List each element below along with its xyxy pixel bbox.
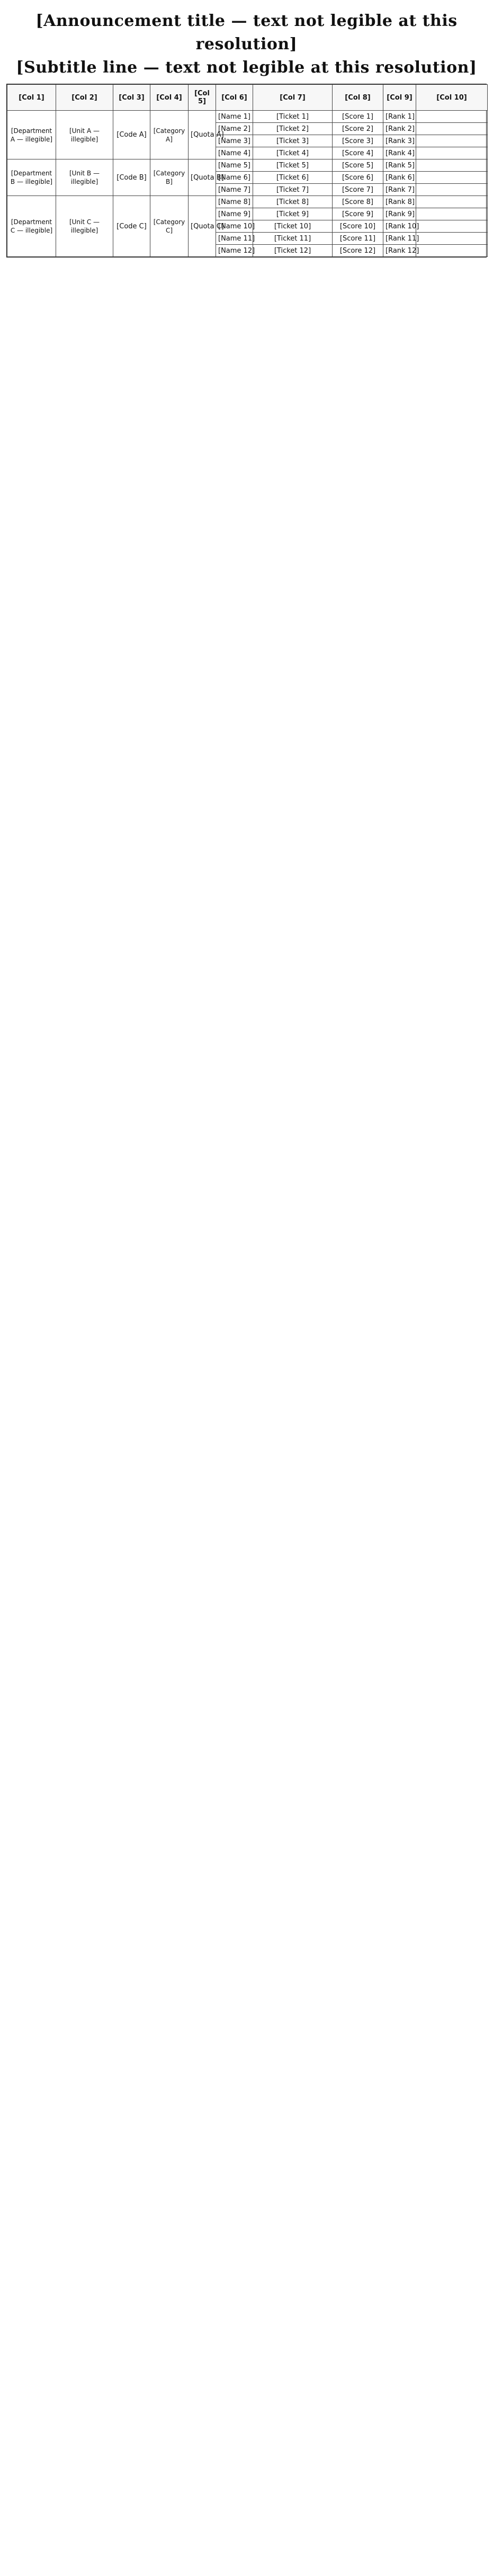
header-cell: [Col 8]: [333, 85, 383, 111]
header-cell: [Col 5]: [189, 85, 216, 111]
name-cell: [Name 2]: [216, 123, 253, 135]
category-cell: [Category A]: [150, 111, 189, 159]
ticket-cell: [Ticket 4]: [253, 147, 333, 159]
note-cell: [416, 196, 488, 208]
ticket-cell: [Ticket 12]: [253, 245, 333, 257]
quota-cell: [Quota A]: [189, 111, 216, 159]
note-cell: [416, 159, 488, 172]
score-cell: [Score 4]: [333, 147, 383, 159]
header-cell: [Col 3]: [113, 85, 150, 111]
name-cell: [Name 10]: [216, 220, 253, 233]
category-cell: [Category C]: [150, 196, 189, 257]
quota-cell: [Quota B]: [189, 159, 216, 196]
note-cell: [416, 233, 488, 245]
score-cell: [Score 3]: [333, 135, 383, 147]
unit-cell: [Unit A — illegible]: [56, 111, 113, 159]
ticket-cell: [Ticket 8]: [253, 196, 333, 208]
ticket-cell: [Ticket 11]: [253, 233, 333, 245]
header-cell: [Col 6]: [216, 85, 253, 111]
table-row: [7, 196, 488, 208]
name-cell: [Name 5]: [216, 159, 253, 172]
results-table-wrapper: [6, 84, 487, 257]
header-cell: [Col 4]: [150, 85, 189, 111]
rank-cell: [Rank 8]: [383, 196, 416, 208]
header-cell: [Col 9]: [383, 85, 416, 111]
ticket-cell: [Ticket 9]: [253, 208, 333, 220]
note-cell: [416, 208, 488, 220]
rank-cell: [Rank 9]: [383, 208, 416, 220]
category-cell: [Category B]: [150, 159, 189, 196]
name-cell: [Name 11]: [216, 233, 253, 245]
rank-cell: [Rank 3]: [383, 135, 416, 147]
score-cell: [Score 9]: [333, 208, 383, 220]
rank-cell: [Rank 4]: [383, 147, 416, 159]
ticket-cell: [Ticket 2]: [253, 123, 333, 135]
note-cell: [416, 245, 488, 257]
name-cell: [Name 8]: [216, 196, 253, 208]
score-cell: [Score 10]: [333, 220, 383, 233]
header-cell: [Col 2]: [56, 85, 113, 111]
ticket-cell: [Ticket 6]: [253, 172, 333, 184]
quota-cell: [Quota C]: [189, 196, 216, 257]
title-line-1: [Announcement title — text not legible at this resolution]: [35, 12, 458, 54]
rank-cell: [Rank 6]: [383, 172, 416, 184]
ticket-cell: [Ticket 7]: [253, 184, 333, 196]
ticket-cell: [Ticket 5]: [253, 159, 333, 172]
code-cell: [Code B]: [113, 159, 150, 196]
name-cell: [Name 7]: [216, 184, 253, 196]
dept-cell: [Department C — illegible]: [7, 196, 56, 257]
rank-cell: [Rank 12]: [383, 245, 416, 257]
name-cell: [Name 9]: [216, 208, 253, 220]
dept-cell: [Department A — illegible]: [7, 111, 56, 159]
header-cell: [Col 7]: [253, 85, 333, 111]
note-cell: [416, 172, 488, 184]
name-cell: [Name 12]: [216, 245, 253, 257]
dept-cell: [Department B — illegible]: [7, 159, 56, 196]
score-cell: [Score 12]: [333, 245, 383, 257]
header-cell: [Col 1]: [7, 85, 56, 111]
score-cell: [Score 8]: [333, 196, 383, 208]
note-cell: [416, 123, 488, 135]
score-cell: [Score 11]: [333, 233, 383, 245]
header-cell: [Col 10]: [416, 85, 488, 111]
note-cell: [416, 111, 488, 123]
rank-cell: [Rank 7]: [383, 184, 416, 196]
unit-cell: [Unit C — illegible]: [56, 196, 113, 257]
score-cell: [Score 2]: [333, 123, 383, 135]
table-row: [7, 159, 488, 172]
note-cell: [416, 184, 488, 196]
rank-cell: [Rank 5]: [383, 159, 416, 172]
code-cell: [Code C]: [113, 196, 150, 257]
rank-cell: [Rank 1]: [383, 111, 416, 123]
name-cell: [Name 4]: [216, 147, 253, 159]
page-title: [6, 10, 487, 79]
rank-cell: [Rank 10]: [383, 220, 416, 233]
header-row: [7, 85, 488, 111]
unit-cell: [Unit B — illegible]: [56, 159, 113, 196]
score-cell: [Score 1]: [333, 111, 383, 123]
ticket-cell: [Ticket 3]: [253, 135, 333, 147]
name-cell: [Name 1]: [216, 111, 253, 123]
ticket-cell: [Ticket 1]: [253, 111, 333, 123]
score-cell: [Score 5]: [333, 159, 383, 172]
name-cell: [Name 6]: [216, 172, 253, 184]
note-cell: [416, 135, 488, 147]
name-cell: [Name 3]: [216, 135, 253, 147]
rank-cell: [Rank 11]: [383, 233, 416, 245]
ticket-cell: [Ticket 10]: [253, 220, 333, 233]
note-cell: [416, 147, 488, 159]
note-cell: [416, 220, 488, 233]
title-line-2: [Subtitle line — text not legible at this resolution]: [16, 58, 477, 77]
table-row: [7, 111, 488, 123]
code-cell: [Code A]: [113, 111, 150, 159]
score-cell: [Score 7]: [333, 184, 383, 196]
table-body: [7, 111, 488, 257]
table-header: [7, 85, 488, 111]
rank-cell: [Rank 2]: [383, 123, 416, 135]
results-table: [7, 84, 488, 257]
score-cell: [Score 6]: [333, 172, 383, 184]
